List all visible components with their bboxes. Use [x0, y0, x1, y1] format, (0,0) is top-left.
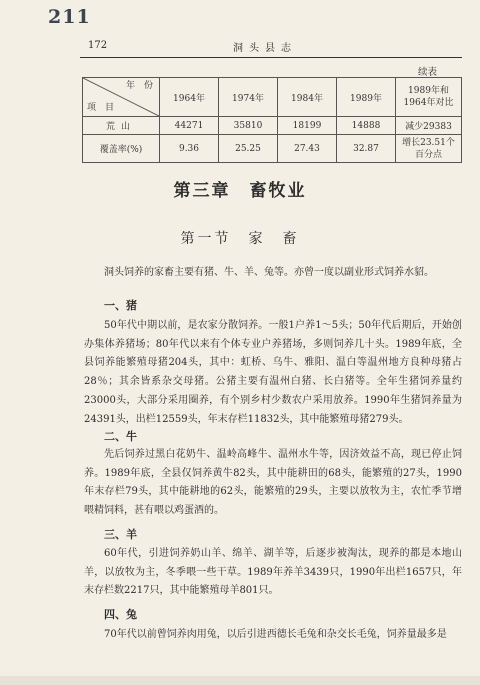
table-cell: 增长23.51个 百分点 — [396, 135, 462, 163]
handwritten-page-number: 211 — [48, 6, 91, 28]
column-header: 1989年 — [337, 78, 396, 117]
table-header-row — [83, 78, 462, 117]
page-bottom-edge — [0, 676, 480, 685]
column-header: 1964年 — [160, 78, 219, 117]
intro-paragraph: 洞头饲养的家畜主要有猪、牛、羊、兔等。亦曾一度以副业形式饲养水貂。 — [104, 267, 434, 278]
row-label: 覆盖率(%) — [83, 135, 160, 163]
table-corner-cell — [83, 78, 160, 117]
subsection-heading-rabbit: 四、兔 — [104, 608, 137, 621]
corner-label-item: 项 目 — [87, 103, 115, 113]
header-rule — [80, 57, 462, 58]
subsection-body-pig: 50年代中期以前，是农家分散饲养。一般1户养1～5头；50年代后期后，开始创办集体养猪场；80年代以来有个体专业户养猪场，多则饲养几十头。1989年底，全县饲养能繁殖母猪204头，其中：虹桥、乌牛、雅阳、温白等温州地方良种母猪占28％；其余皆系杂交母猪。公猪主要有温州白猪、长白猪等。全年生猪饲养量约23000头，大部分采用圈养，有个别乡村少数农户采用放养。1990年生猪饲养量为24391头，出栏12559头，年末存栏11832头，其中能繁殖母猪279头。 — [84, 320, 462, 425]
table-cell: 18199 — [278, 117, 337, 135]
table-cell: 32.87 — [337, 135, 396, 163]
subsection-heading-pig: 一、猪 — [104, 299, 137, 312]
table-cell: 9.36 — [160, 135, 219, 163]
table-row — [83, 117, 462, 135]
section-title: 第一节 家 畜 — [180, 231, 300, 247]
page-number: 172 — [88, 40, 108, 51]
table-row — [83, 135, 462, 163]
subsection-body-cattle: 先后饲养过黑白花奶牛、温岭高峰牛、温州水牛等，因济效益不高，现已停止饲养。1989年底，全县仅饲养黄牛82头，其中能耕田的68头，能繁殖的27头，1990年末存栏79头，其中能耕地的62头，能繁殖的29头，主要以放牧为主，农忙季节增喂精饲料，甚有喂以鸡蛋酒的。 — [84, 449, 462, 517]
subsection-body-rabbit: 70年代以前曾饲养肉用兔，以后引进西德长毛兔和杂交长毛兔，饲养量最多是 — [104, 629, 447, 640]
table-cell: 14888 — [337, 117, 396, 135]
table-cell: 35810 — [219, 117, 278, 135]
table-cell: 44271 — [160, 117, 219, 135]
table-cell: 27.43 — [278, 135, 337, 163]
column-header: 1984年 — [278, 78, 337, 117]
subsection-heading-cattle: 二、牛 — [104, 430, 137, 443]
corner-label-year: 年 份 — [125, 81, 153, 91]
table-cell: 25.25 — [219, 135, 278, 163]
statistics-table — [82, 77, 462, 163]
book-title: 洞头县志 — [233, 43, 297, 54]
continued-label: 续表 — [418, 67, 438, 78]
column-header: 1989年和 1964年对比 — [396, 78, 462, 117]
chapter-title: 第三章 畜牧业 — [173, 181, 307, 201]
subsection-heading-sheep: 三、羊 — [104, 528, 137, 541]
subsection-body-sheep: 60年代，引进饲养奶山羊、绵羊、湖羊等，后逐步被淘汰，现养的都是本地山羊，以放牧为主，冬季喂一些干草。1989年养羊3439只，1990年出栏1657只，年末存栏数2217只，其中能繁殖母羊801只。 — [84, 548, 462, 597]
table-cell: 减少29383 — [396, 117, 462, 135]
column-header: 1974年 — [219, 78, 278, 117]
row-label: 荒山 — [83, 117, 160, 135]
running-header — [88, 38, 460, 54]
